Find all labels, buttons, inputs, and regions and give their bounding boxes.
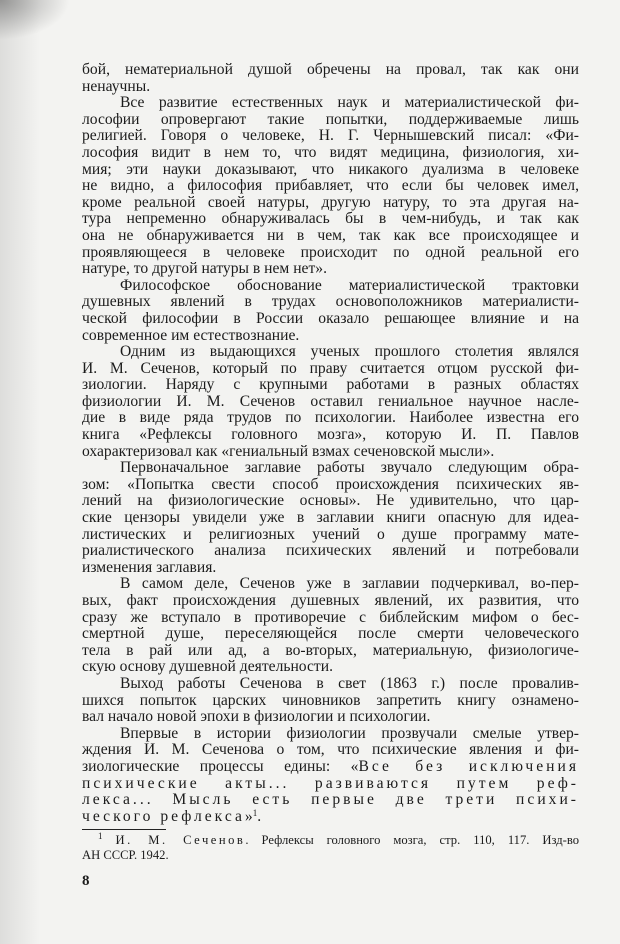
- text-line: тела в рай или ад, а во-вторых, материальную, физиологиче-: [82, 641, 579, 659]
- text-segment: .: [257, 807, 262, 825]
- text-line: проявляющееся в человеке происходит по одной реальной его: [82, 243, 579, 261]
- paragraph: [82, 62, 579, 95]
- text-segment: зиологические процессы едины: «: [82, 757, 359, 775]
- text-line: [82, 792, 579, 809]
- text-line: [82, 776, 579, 793]
- text-line: мия; эти науки доказывают, что никакого дуализма в человеке: [82, 160, 579, 178]
- paragraph: [82, 460, 579, 576]
- text-line: ждения И. М. Сеченова о том, что психические явления и фи-: [82, 741, 579, 759]
- text-line: сразу же вступало в противоречие с библейским мифом о бес-: [82, 608, 579, 626]
- text-line: религией. Говоря о человеке, Н. Г. Чернышевский писал: «Фи-: [82, 127, 579, 145]
- emphasized-text: ческого рефлекса: [82, 807, 245, 825]
- text-line: охарактеризовал как «гениальный взмах сеченовской мысли».: [82, 442, 495, 460]
- footnote-author: И. М. Сеченов: [115, 833, 246, 848]
- text-line: зом: «Попытка свести способ происхождения психических яв-: [82, 475, 579, 493]
- text-line: современное им естествознание.: [82, 326, 300, 344]
- text-line: физиологии И. М. Сеченов оставил гениальное научное насле-: [82, 392, 579, 410]
- text-line: книга «Рефлексы головного мозга», которую И. П. Павлов: [82, 426, 579, 444]
- text-line: она не обнаруживается ни в чем, так как все происходящее и: [82, 226, 579, 244]
- text-line: Философское обоснование материалистической трактовки: [120, 276, 579, 294]
- text-line: бой, нематериальной душой обречены на провал, так как они: [82, 61, 579, 78]
- footnote-marker: 1: [98, 831, 103, 842]
- text-line: ненаучны.: [82, 77, 151, 95]
- text-line: шихся попыток царских чиновников запретить книгу ознамено-: [82, 691, 579, 709]
- text-line: листических и религиозных учений о душе программу мате-: [82, 525, 579, 543]
- paragraph: [82, 576, 579, 676]
- paragraph: [82, 676, 579, 726]
- page-column: [82, 62, 579, 890]
- text-line: дие в виде ряда трудов по психологии. Наиболее известна его: [82, 409, 579, 427]
- paragraph: [82, 726, 579, 826]
- scan-corner-shadow: [0, 0, 70, 40]
- text-line: не видно, а философия прибавляет, что если бы человек имел,: [82, 177, 579, 195]
- footnote-line: АН СССР. 1942.: [82, 847, 169, 862]
- footnote-rule: [82, 829, 166, 830]
- text-line: Впервые в истории физиологии прозвучали смелые утвер-: [120, 724, 579, 742]
- text-line: изменения заглавия.: [82, 558, 217, 576]
- text-line: И. М. Сеченов, который по праву считается отцом русской фи-: [82, 359, 579, 377]
- text-line: натуре, то другой натуры в нем нет».: [82, 260, 327, 278]
- paragraph: [82, 344, 579, 460]
- body-text: [82, 62, 579, 825]
- text-line: лософии опровергают такие попытки, поддерживаемые лишь: [82, 110, 579, 128]
- scan-edge-shadow: [0, 0, 40, 944]
- text-line: зиологии. Наряду с крупными работами в разных областях: [82, 376, 579, 394]
- emphasized-text: Все без исключения: [358, 757, 579, 775]
- text-segment: »: [244, 807, 253, 825]
- text-line: Одним из выдающихся ученых прошлого столетия являлся: [120, 343, 579, 361]
- text-line: скую основу душевной деятельности.: [82, 658, 333, 676]
- text-line: ские цензоры увидели уже в заглавии книги опасную для идеа-: [82, 509, 579, 527]
- text-line: Все развитие естественных наук и материалистической фи-: [120, 94, 579, 112]
- text-line: лений на физиологические основы». Не удивительно, что цар-: [82, 492, 579, 510]
- text-line: вал начало новой эпохи в физиологии и психологии.: [82, 708, 431, 726]
- footnote: [82, 833, 579, 861]
- text-line: лософия видит в нем то, что видят медицина, физиология, хи-: [82, 143, 579, 161]
- text-line: [82, 759, 579, 776]
- text-line: душевных явлений в трудах основоположников материалисти-: [82, 293, 579, 311]
- footnote-citation: . Рефлексы головного мозга, стр. 110, 117. Изд-во: [245, 833, 579, 848]
- text-line: тура непременно обнаруживалась бы в чем-нибудь, и так как: [82, 210, 579, 228]
- page-number: 8: [82, 872, 90, 889]
- footnote-reference: 1: [252, 807, 258, 818]
- emphasized-text: лекса... Мысль есть первые две трети психи-: [82, 791, 579, 809]
- footnote-line: [82, 833, 579, 847]
- text-line: риалистического анализа психических явлений и потребовали: [82, 542, 579, 560]
- text-line: кроме реальной своей натуры, другую натуру, то эта другая на-: [82, 193, 579, 211]
- paragraph: [82, 95, 579, 278]
- text-line: Выход работы Сеченова в свет (1863 г.) после провалив-: [120, 674, 579, 692]
- text-line: смертной душе, переселяющейся после смерти человеческого: [82, 625, 579, 643]
- emphasized-text: психические акты... развиваются путем реф-: [82, 774, 579, 792]
- text-line: Первоначальное заглавие работы звучало следующим обра-: [120, 459, 579, 477]
- paragraph: [82, 278, 579, 344]
- text-line: ческой философии в России оказало решающее влияние и на: [82, 309, 579, 327]
- text-line: [82, 809, 579, 826]
- text-line: вых, факт происхождения душевных явлений, их развития, что: [82, 592, 579, 609]
- text-line: В самом деле, Сеченов уже в заглавии подчеркивал, во-пер-: [120, 575, 579, 593]
